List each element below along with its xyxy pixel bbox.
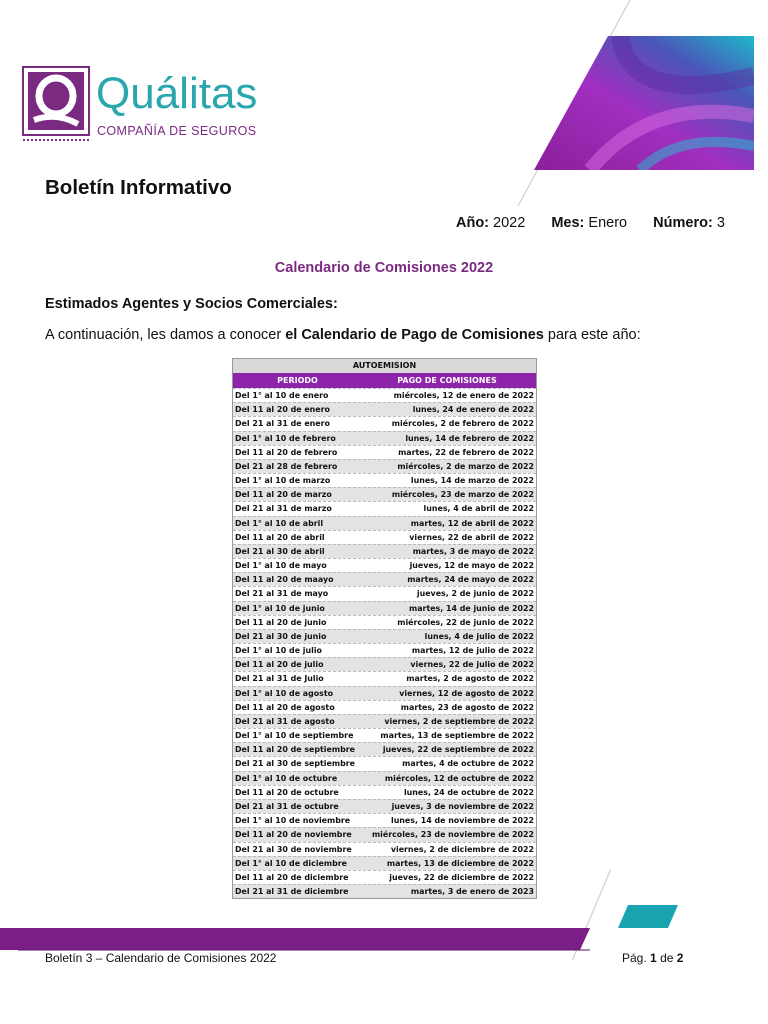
greeting: Estimados Agentes y Socios Comerciales: (45, 296, 338, 312)
period-cell: Del 21 al 28 de febrero (235, 461, 338, 471)
period-cell: Del 1° al 10 de septiembre (235, 731, 354, 741)
month-label: Mes: (551, 215, 585, 231)
period-cell: Del 11 al 20 de septiembre (235, 745, 355, 755)
period-cell: Del 11 al 20 de febrero (235, 447, 338, 457)
period-cell: Del 21 al 31 de Julio (235, 674, 324, 684)
payment-date-cell: miércoles, 12 de octubre de 2022 (384, 773, 534, 783)
header-graphic (530, 36, 754, 170)
period-cell: Del 21 al 31 de marzo (235, 504, 332, 514)
period-cell: Del 11 al 20 de abril (235, 532, 325, 542)
payment-date-cell: martes, 3 de mayo de 2022 (412, 546, 534, 556)
period-cell: Del 11 al 20 de maayo (235, 575, 334, 585)
table-row (233, 487, 536, 501)
period-cell: Del 21 al 30 de abril (235, 546, 325, 556)
intro-paragraph (45, 327, 641, 343)
table-row (233, 686, 536, 700)
payment-date-cell: martes, 13 de diciembre de 2022 (386, 858, 534, 868)
payment-date-cell: miércoles, 23 de noviembre de 2022 (371, 830, 534, 840)
header-pago: PAGO DE COMISIONES (397, 376, 497, 385)
commission-calendar-table (232, 358, 537, 899)
intro-text-before: A continuación, les damos a conocer (45, 327, 286, 343)
table-row (233, 586, 536, 600)
period-cell: Del 11 al 20 de agosto (235, 702, 335, 712)
table-row (233, 799, 536, 813)
intro-text-after: para este año: (543, 327, 641, 343)
table-row (233, 402, 536, 416)
table-row (233, 516, 536, 530)
payment-date-cell: martes, 4 de octubre de 2022 (402, 759, 534, 769)
payment-date-cell: viernes, 2 de diciembre de 2022 (390, 844, 534, 854)
payment-date-cell: viernes, 22 de abril de 2022 (409, 532, 534, 542)
period-cell: Del 1° al 10 de febrero (235, 433, 336, 443)
payment-date-cell: miércoles, 12 de enero de 2022 (393, 391, 534, 400)
payment-date-cell: martes, 3 de enero de 2023 (410, 887, 534, 897)
period-cell: Del 1° al 10 de diciembre (235, 858, 347, 868)
period-cell: Del 1° al 10 de octubre (235, 773, 338, 783)
table-row (233, 742, 536, 756)
payment-date-cell: jueves, 22 de diciembre de 2022 (389, 872, 534, 882)
footer-text: Boletín 3 – Calendario de Comisiones 2022 (45, 951, 277, 965)
table-row (233, 544, 536, 558)
page-of: de (660, 951, 674, 965)
table-row (233, 771, 536, 785)
table-row (233, 530, 536, 544)
table-row (233, 827, 536, 841)
period-cell: Del 21 al 31 de octubre (235, 801, 339, 811)
payment-date-cell: jueves, 12 de mayo de 2022 (409, 561, 534, 571)
logo-emblem (22, 66, 90, 136)
payment-date-cell: miércoles, 22 de junio de 2022 (397, 617, 534, 627)
page-label: Pág. (622, 951, 647, 965)
period-cell: Del 21 al 30 de noviembre (235, 844, 352, 854)
period-cell: Del 1° al 10 de julio (235, 646, 322, 656)
logo-tagline: COMPAÑÍA DE SEGUROS (97, 124, 257, 138)
table-row (233, 643, 536, 657)
table-row (233, 671, 536, 685)
payment-date-cell: lunes, 14 de noviembre de 2022 (390, 816, 534, 826)
table-row (233, 813, 536, 827)
payment-date-cell: martes, 2 de agosto de 2022 (406, 674, 534, 684)
period-cell: Del 11 al 20 de diciembre (235, 872, 349, 882)
period-cell: Del 1° al 10 de junio (235, 603, 325, 613)
table-row (233, 856, 536, 870)
year-value: 2022 (493, 215, 526, 231)
header-periodo: PERIODO (277, 376, 318, 385)
period-cell: Del 11 al 20 de noviembre (235, 830, 352, 840)
period-cell: Del 11 al 20 de julio (235, 660, 324, 670)
table-caption: AUTOEMISION (233, 359, 536, 373)
table-row (233, 657, 536, 671)
payment-date-cell: lunes, 24 de enero de 2022 (412, 405, 534, 415)
table-row (233, 572, 536, 586)
period-cell: Del 1° al 10 de abril (235, 518, 324, 528)
table-row (233, 388, 536, 402)
period-cell: Del 21 al 31 de diciembre (235, 887, 349, 897)
payment-date-cell: viernes, 2 de septiembre de 2022 (384, 716, 534, 726)
period-cell: Del 21 al 31 de enero (235, 419, 330, 429)
payment-date-cell: jueves, 22 de septiembre de 2022 (382, 745, 534, 755)
period-cell: Del 1° al 10 de noviembre (235, 816, 351, 826)
payment-date-cell: martes, 23 de agosto de 2022 (400, 702, 534, 712)
payment-date-cell: lunes, 14 de marzo de 2022 (410, 476, 534, 486)
intro-text-bold: el Calendario de Pago de Comisiones (285, 327, 544, 343)
payment-date-cell: viernes, 12 de agosto de 2022 (399, 688, 534, 698)
payment-date-cell: miércoles, 23 de marzo de 2022 (391, 490, 534, 500)
table-row (233, 473, 536, 487)
table-row (233, 558, 536, 572)
period-cell: Del 11 al 20 de octubre (235, 787, 339, 797)
period-cell: Del 11 al 20 de marzo (235, 490, 332, 500)
table-row (233, 501, 536, 515)
period-cell: Del 1° al 10 de mayo (235, 561, 327, 571)
page-indicator (622, 951, 683, 965)
year-label: Año: (456, 215, 490, 231)
payment-date-cell: martes, 22 de febrero de 2022 (398, 447, 534, 457)
table-row (233, 601, 536, 615)
table-row (233, 785, 536, 799)
table-row (233, 842, 536, 856)
payment-date-cell: jueves, 3 de noviembre de 2022 (391, 801, 534, 811)
payment-date-cell: martes, 12 de abril de 2022 (410, 518, 534, 528)
payment-date-cell: lunes, 4 de abril de 2022 (423, 504, 534, 514)
table-body (233, 388, 536, 898)
table-header-row (233, 373, 536, 388)
table-row (233, 615, 536, 629)
period-cell: Del 21 al 30 de septiembre (235, 759, 355, 769)
payment-date-cell: miércoles, 2 de marzo de 2022 (397, 461, 534, 471)
month-value: Enero (588, 215, 628, 231)
page-current: 1 (650, 951, 657, 965)
payment-date-cell: miércoles, 2 de febrero de 2022 (391, 419, 534, 429)
period-cell: Del 11 al 20 de junio (235, 617, 327, 627)
page-title: Boletín Informativo (45, 176, 232, 199)
payment-date-cell: lunes, 24 de octubre de 2022 (403, 787, 534, 797)
period-cell: Del 21 al 31 de agosto (235, 716, 335, 726)
number-value: 3 (716, 215, 725, 231)
table-row (233, 728, 536, 742)
table-row (233, 700, 536, 714)
period-cell: Del 21 al 30 de junio (235, 631, 327, 641)
page-total: 2 (676, 951, 684, 965)
payment-date-cell: viernes, 22 de julio de 2022 (410, 660, 534, 670)
bulletin-meta (456, 215, 725, 231)
table-row (233, 431, 536, 445)
table-row (233, 714, 536, 728)
payment-date-cell: martes, 13 de septiembre de 2022 (380, 731, 534, 741)
table-row (233, 756, 536, 770)
table-row (233, 459, 536, 473)
period-cell: Del 21 al 31 de mayo (235, 589, 329, 599)
number-label: Número: (653, 215, 713, 231)
logo-wordmark: Quálitas (96, 69, 258, 118)
period-cell: Del 1° al 10 de marzo (235, 476, 331, 486)
logo-dots-decoration (22, 138, 90, 142)
payment-date-cell: martes, 14 de junio de 2022 (409, 603, 534, 613)
table-row (233, 445, 536, 459)
table-row (233, 629, 536, 643)
payment-date-cell: lunes, 4 de julio de 2022 (424, 631, 534, 641)
period-cell: Del 11 al 20 de enero (235, 405, 330, 415)
payment-date-cell: martes, 24 de mayo de 2022 (407, 575, 534, 585)
payment-date-cell: martes, 12 de julio de 2022 (411, 646, 534, 656)
payment-date-cell: jueves, 2 de junio de 2022 (416, 589, 534, 599)
section-subtitle: Calendario de Comisiones 2022 (274, 260, 494, 276)
footer-graphic (0, 870, 768, 960)
period-cell: Del 1° al 10 de agosto (235, 688, 334, 698)
payment-date-cell: lunes, 14 de febrero de 2022 (405, 433, 534, 443)
table-row (233, 416, 536, 430)
period-cell: Del 1° al 10 de enero (235, 391, 329, 400)
